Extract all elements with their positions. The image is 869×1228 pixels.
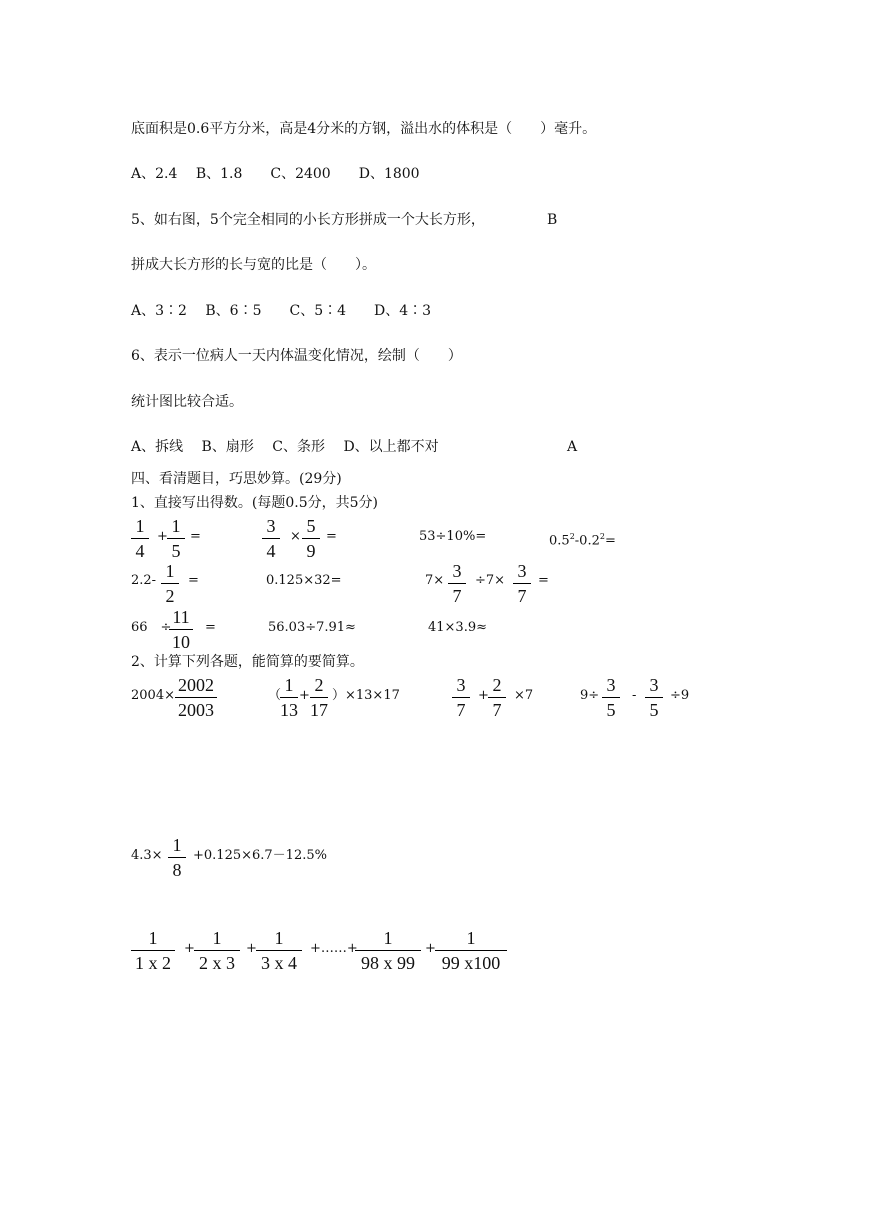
plus-sign: + — [184, 941, 195, 956]
fraction-1-2: $\frac{1}{2}$ — [161, 561, 179, 606]
equals-sign: = — [538, 573, 549, 588]
plus-sign: + — [246, 941, 257, 956]
expr-9-div: 9÷ — [580, 688, 600, 703]
q4-options: A、2.4 B、1.8 C、2400 D、1800 — [131, 166, 420, 182]
fraction-1-over-2x3: $\frac{1}{2 x 3}$ — [194, 928, 240, 973]
expr-53-div-10pct: 53÷10%= — [419, 529, 487, 544]
expr-2004-times: 2004× — [131, 688, 175, 703]
expr-0125-times-32: 0.125×32= — [266, 573, 342, 588]
expr-66-div: 66 ÷ — [131, 620, 172, 635]
fraction-1-over-98x99: $\frac{1}{98 x 99}$ — [355, 928, 421, 973]
fraction-1-over-3x4: $\frac{1}{3 x 4}$ — [256, 928, 302, 973]
equals-sign: = — [205, 620, 216, 635]
plus-sign: + — [157, 529, 168, 544]
equals-sign: = — [190, 529, 201, 544]
q6-text-2: 统计图比较合适。 — [131, 394, 243, 410]
expr-squares: $0.5^2-0.2^2=$ — [549, 532, 616, 549]
q6-text: 6、表示一位病人一天内体温变化情况，绘制（ ） — [131, 348, 462, 364]
fraction-2-17: $\frac{2}{17}$ — [310, 675, 328, 720]
fraction-3-5: $\frac{3}{5}$ — [602, 675, 620, 720]
fraction-3-4: $\frac{3}{4}$ — [262, 516, 280, 561]
q5-options: A、3∶2 B、6∶5 C、5∶4 D、4∶3 — [131, 303, 432, 319]
times-sign: × — [290, 529, 301, 544]
equals-sign: = — [188, 573, 199, 588]
times-7: ×7 — [514, 688, 534, 703]
ellipsis-plus: +……+ — [310, 941, 358, 956]
expr-4-3-times: 4.3× — [131, 848, 163, 863]
q6-figure-label: A — [567, 439, 578, 455]
fraction-1-13: $\frac{1}{13}$ — [280, 675, 298, 720]
expr-2-2-minus: 2.2- — [131, 573, 157, 588]
fraction-11-10: $\frac{11}{10}$ — [169, 607, 193, 652]
expr-56-03-div: 56.03÷7.91≈ — [268, 620, 356, 635]
plus-sign: + — [425, 941, 436, 956]
part2-title: 2、计算下列各题，能简算的要简算。 — [131, 654, 364, 670]
fraction-2002-2003: $\frac{2002}{2003}$ — [175, 675, 217, 720]
close-paren-times: ）×13×17 — [332, 688, 400, 703]
fraction-5-9: $\frac{5}{9}$ — [302, 516, 320, 561]
fraction-3-7: $\frac{3}{7}$ — [448, 561, 466, 606]
fraction-1-4: $\frac{1}{4}$ — [131, 516, 149, 561]
fraction-3-7: $\frac{3}{7}$ — [452, 675, 470, 720]
q5-figure-label: B — [547, 212, 558, 228]
fraction-3-5: $\frac{3}{5}$ — [645, 675, 663, 720]
plus-sign: + — [299, 688, 310, 703]
plus-sign: + — [478, 688, 489, 703]
equals-sign: = — [326, 529, 337, 544]
expr-div-7-times: ÷7× — [475, 573, 506, 588]
expr-7-times: 7× — [425, 573, 445, 588]
fraction-2-7: $\frac{2}{7}$ — [488, 675, 506, 720]
q5-text-2: 拼成大长方形的长与宽的比是（ ）。 — [131, 257, 376, 273]
div-9: ÷9 — [670, 688, 690, 703]
fraction-3-7: $\frac{3}{7}$ — [513, 561, 531, 606]
expr-rest: +0.125×6.7－12.5% — [193, 848, 327, 863]
section-title: 四、看清题目，巧思妙算。(29分) — [131, 471, 342, 487]
open-paren: （ — [268, 688, 282, 703]
expr-41-times: 41×3.9≈ — [428, 620, 488, 635]
fraction-1-8: $\frac{1}{8}$ — [168, 835, 186, 880]
q5-text: 5、如右图，5个完全相同的小长方形拼成一个大长方形， — [131, 212, 485, 228]
q4-text: 底面积是0.6平方分米，高是4分米的方钢，溢出水的体积是（ ）毫升。 — [131, 121, 597, 137]
minus-sign: - — [632, 688, 637, 703]
fraction-1-5: $\frac{1}{5}$ — [167, 516, 185, 561]
fraction-1-over-1x2: $\frac{1}{1 x 2}$ — [131, 928, 175, 973]
part1-title: 1、直接写出得数。(每题0.5分，共5分) — [131, 495, 379, 511]
q6-options: A、拆线 B、扇形 C、条形 D、以上都不对 — [131, 439, 439, 455]
fraction-1-over-99x100: $\frac{1}{99 x100}$ — [435, 928, 507, 973]
